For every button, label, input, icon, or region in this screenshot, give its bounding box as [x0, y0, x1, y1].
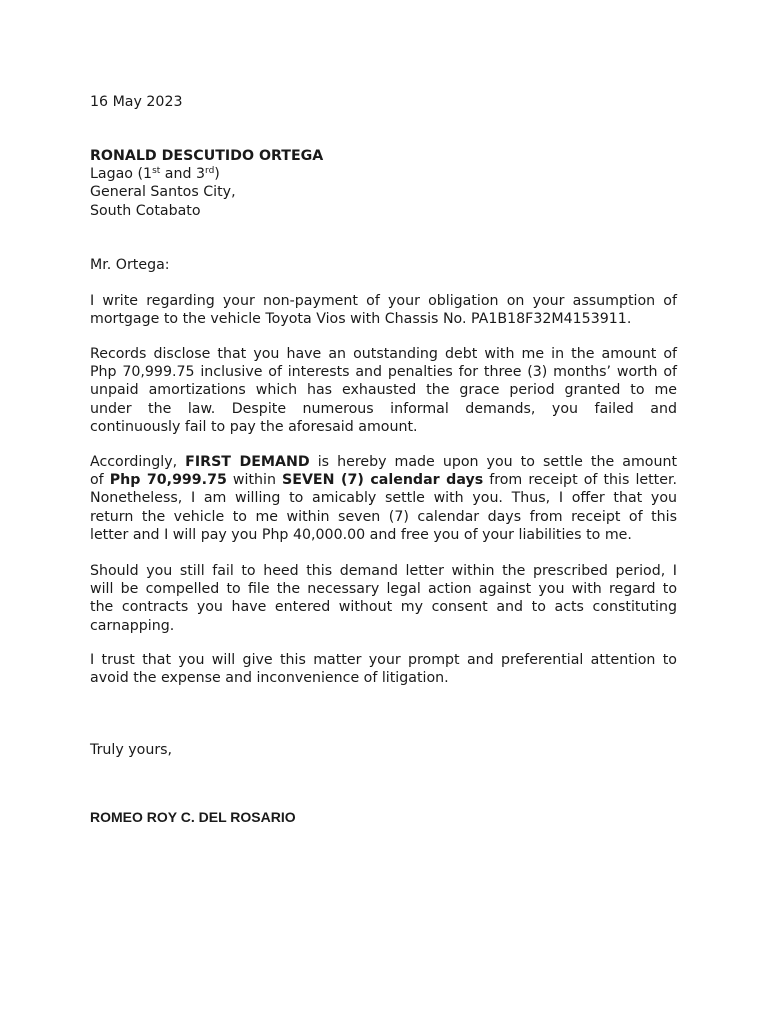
paragraph-1	[90, 292, 677, 328]
paragraph-1-line-2: mortgage to the vehicle Toyota Vios with Chassis No. PA1B18F32M4153911.	[90, 311, 632, 328]
recipient-name: RONALD DESCUTIDO ORTEGA	[90, 148, 324, 164]
first-demand-text: FIRST DEMAND	[185, 454, 310, 470]
paragraph-2	[90, 345, 677, 436]
paragraph-2-line-5: continuously fail to pay the aforesaid amount.	[90, 418, 418, 435]
paragraph-2-line-1: Records disclose that you have an outstanding debt with me in the amount of	[90, 346, 677, 362]
paragraph-5-line-2: avoid the expense and inconvenience of litigation.	[90, 670, 449, 687]
paragraph-5-line-1: I trust that you will give this matter your prompt and preferential attention to	[90, 652, 677, 668]
paragraph-4-line-2: will be compelled to file the necessary legal action against you with regard to	[90, 581, 677, 598]
recipient-address-line3: South Cotabato	[90, 202, 201, 219]
recipient-address-line1: Lagao (1st and 3rd)	[90, 166, 220, 183]
letter-date: 16 May 2023	[90, 94, 183, 110]
paragraph-4-line-1: Should you still fail to heed this demand letter within the prescribed period, I	[90, 563, 677, 579]
demand-period: SEVEN (7) calendar days	[282, 472, 484, 489]
paragraph-3	[90, 453, 677, 544]
paragraph-2-line-4: under the law. Despite numerous informal demands, you failed and	[90, 400, 677, 417]
paragraph-2-line-2: Php 70,999.75 inclusive of interests and penalties for three (3) months’ worth of	[90, 364, 677, 381]
paragraph-4-line-4: carnapping.	[90, 617, 175, 634]
paragraph-3-line-2: of Php 70,999.75 within SEVEN (7) calendar days from receipt of this letter.	[90, 472, 678, 489]
recipient-address-line2: General Santos City,	[90, 184, 236, 201]
signatory-name: ROMEO ROY C. DEL ROSARIO	[90, 809, 296, 825]
paragraph-3-line-3: Nonetheless, I am willing to amicably settle with you. Thus, I offer that you	[90, 490, 677, 507]
paragraph-3-line-4: return the vehicle to me within seven (7) calendar days from receipt of this	[90, 508, 677, 525]
paragraph-1-line-1: I write regarding your non-payment of your obligation on your assumption of	[90, 293, 677, 309]
paragraph-4-line-3: the contracts you have entered without my consent and to acts constituting	[90, 599, 677, 616]
paragraph-2-line-3: unpaid amortizations which has exhausted the grace period granted to me	[90, 382, 677, 399]
closing: Truly yours,	[90, 742, 173, 758]
paragraph-3-line-5: letter and I will pay you Php 40,000.00 and free you of your liabilities to me.	[90, 526, 632, 543]
paragraph-4	[90, 562, 677, 635]
salutation: Mr. Ortega:	[90, 257, 170, 273]
demand-amount: Php 70,999.75	[109, 472, 227, 489]
recipient-address-block	[90, 147, 677, 220]
paragraph-3-line-1: Accordingly, FIRST DEMAND is hereby made upon you to settle the amount	[90, 454, 678, 470]
paragraph-5	[90, 651, 677, 687]
